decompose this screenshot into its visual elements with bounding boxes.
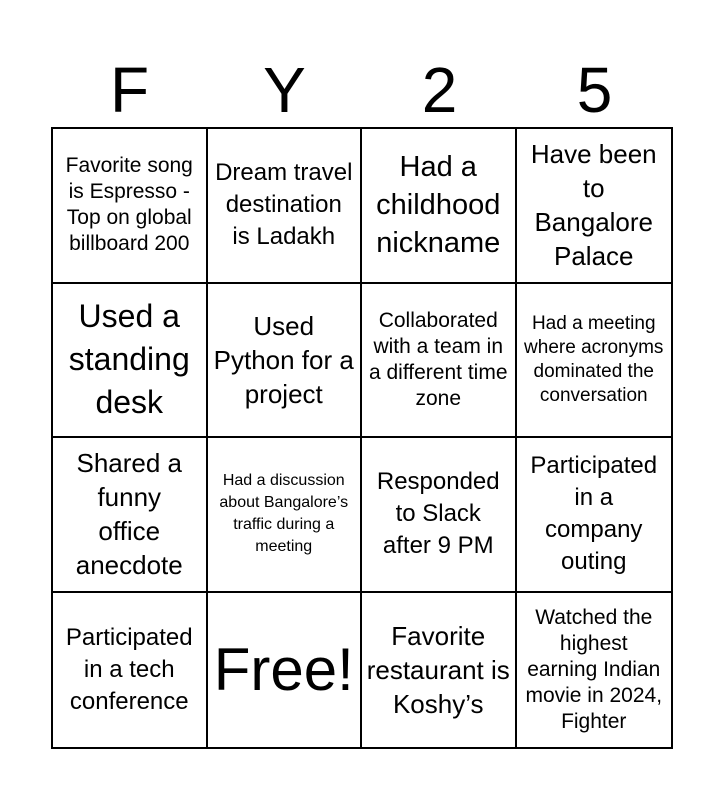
bingo-cell[interactable] bbox=[362, 284, 517, 439]
cell-text: Have been to Bangalore Palace bbox=[530, 139, 657, 272]
cell-text: Had a discussion about Bangalore’s traffic during a meeting bbox=[219, 472, 349, 556]
bingo-cell[interactable] bbox=[53, 284, 208, 439]
bingo-cell-free[interactable] bbox=[208, 593, 363, 748]
cell-text: Participated in a tech conference bbox=[65, 623, 193, 715]
bingo-cell[interactable] bbox=[362, 438, 517, 593]
bingo-cell[interactable] bbox=[208, 284, 363, 439]
bingo-cell[interactable] bbox=[517, 129, 672, 284]
cell-text: Used a standing desk bbox=[68, 298, 190, 421]
cell-text: Participated in a company outing bbox=[530, 452, 658, 576]
cell-text: Had a meeting where acronyms dominated the conversation bbox=[524, 312, 664, 406]
cell-text: Shared a funny office anecdote bbox=[75, 448, 183, 581]
bingo-cell[interactable] bbox=[53, 593, 208, 748]
bingo-cell[interactable] bbox=[362, 129, 517, 284]
bingo-header bbox=[52, 52, 672, 128]
bingo-cell[interactable] bbox=[362, 593, 517, 748]
bingo-cell[interactable] bbox=[208, 438, 363, 593]
bingo-board bbox=[51, 127, 673, 749]
cell-text: Favorite song is Espresso - Top on global billboard 200 bbox=[65, 154, 193, 256]
bingo-cell[interactable] bbox=[53, 129, 208, 284]
cell-text: Responded to Slack after 9 PM bbox=[376, 468, 500, 560]
cell-text: Collaborated with a team in a different time zone bbox=[368, 308, 508, 410]
header-letter-f: F bbox=[109, 54, 150, 126]
header-letter-2: 2 bbox=[421, 54, 458, 126]
bingo-cell[interactable] bbox=[517, 438, 672, 593]
cell-text: Dream travel destination is Ladakh bbox=[215, 159, 353, 251]
bingo-cell[interactable] bbox=[53, 438, 208, 593]
cell-text: Watched the highest earning Indian movie in 2024, Fighter bbox=[525, 605, 663, 733]
bingo-cell[interactable] bbox=[517, 284, 672, 439]
bingo-cell[interactable] bbox=[208, 129, 363, 284]
bingo-cell[interactable] bbox=[517, 593, 672, 748]
cell-text: Used Python for a project bbox=[213, 310, 354, 409]
header-letter-y: Y bbox=[263, 54, 306, 126]
cell-text: Favorite restaurant is Koshy’s bbox=[366, 620, 510, 719]
free-space-label: Free! bbox=[213, 635, 354, 703]
header-letter-5: 5 bbox=[576, 54, 613, 126]
cell-text: Had a childhood nickname bbox=[376, 151, 501, 260]
